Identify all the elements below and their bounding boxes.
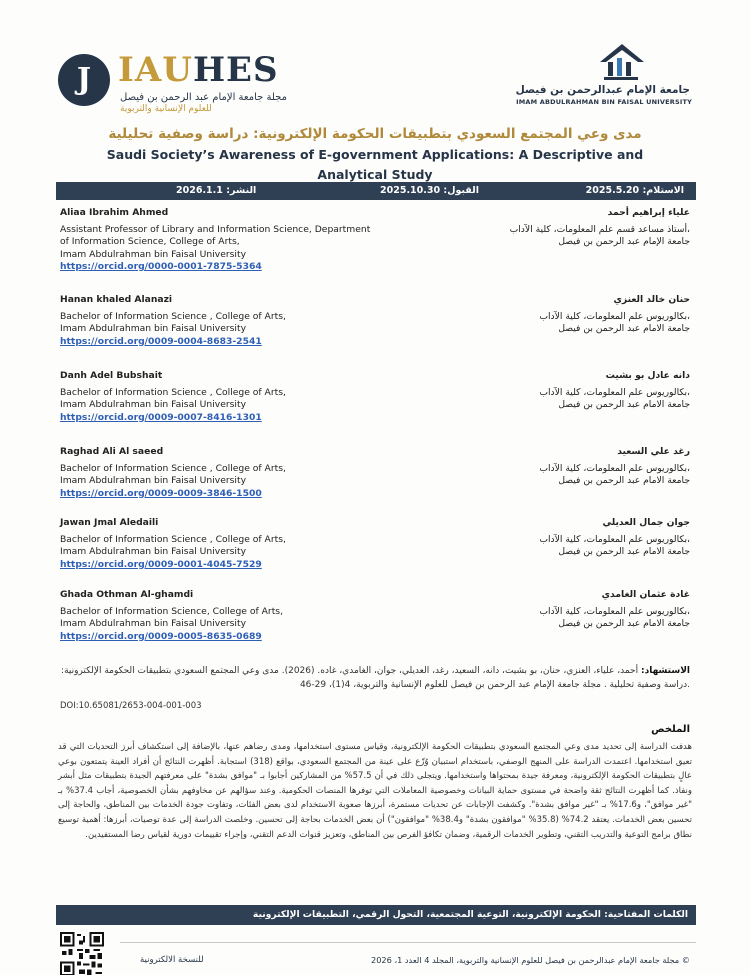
author-english-block [60, 207, 400, 273]
author-name-english: Danh Adel Bubshait [60, 370, 163, 381]
author-arabic-block [430, 370, 690, 412]
author-affiliation-english: Assistant Professor of Library and Information Science, Department [60, 224, 371, 236]
footer-journal-issue: مجلة جامعة الإمام عبدالرحمن بن فيصل للعلوم الإنسانية والتربوية، المجلد 4 العدد 1، 2026 © [371, 955, 690, 965]
author-name-arabic: رغد علي السعيد [617, 446, 690, 457]
journal-header [0, 40, 750, 120]
author-affiliation-english: Bachelor of Information Science , College of Arts, [60, 463, 286, 475]
author-affiliation-arabic: جامعة الامام عبد الرحمن بن فيصل [558, 399, 690, 411]
author-arabic-block [430, 589, 690, 631]
author-arabic-block [430, 446, 690, 488]
author-name-english: Raghad Ali Al saeed [60, 446, 164, 457]
author-english-block [60, 589, 400, 643]
author-affiliation-english: Imam Abdulrahman bin Faisal University [60, 248, 247, 260]
abstract-heading: الملخص [651, 724, 690, 735]
author-affiliation-arabic: جامعة الامام عبد الرحمن بن فيصل [558, 323, 690, 335]
author-arabic-block [430, 517, 690, 559]
citation [58, 664, 690, 692]
orcid-link[interactable]: https://orcid.org/0000-0001-7875-5364 [60, 260, 262, 272]
accepted-date: القبول: 2025.10.30 [380, 185, 479, 196]
qr-code-icon[interactable] [60, 932, 104, 975]
author-affiliation-arabic: بكالوريوس علم المعلومات، كلية الآداب، [539, 311, 690, 323]
orcid-link[interactable]: https://orcid.org/0009-0009-3846-1500 [60, 487, 262, 499]
author-arabic-block [430, 294, 690, 336]
author-name-arabic: علياء إبراهيم أحمد [607, 207, 690, 218]
author-affiliation-arabic: بكالوريوس علم المعلومات، كلية الآداب، [539, 534, 690, 546]
author-affiliation-english: Imam Abdulrahman bin Faisal University [60, 546, 247, 558]
author-affiliation-english: Imam Abdulrahman bin Faisal University [60, 475, 247, 487]
abstract-text: هدفت الدراسة إلى تحديد مدى وعي المجتمع السعودي بتطبيقات الحكومة الإلكترونية، وقياس مستوى استخدامها، ومدى رضاهم عنها، بالإضافة إلى استكشاف أبرز التحديات التي قد تعيق استخدامها. اعتمدت الدراسة على المنهج الوصفي، باستخدام استبيان وُزّع على عينة من المجتمع السعودي، بواقع (318) استجابة. أظهرت النتائج أن أفراد العينة يتمتعون بوعي عالٍ بتطبيقات الحكومة الإلكترونية، ومعرفة جيدة بمحتواها واستخدامها. ويتجلى ذلك في أن 57.5% من المشاركين أجابوا بـ "موافق بشدة" على معرفتهم الجيدة بتطبيقات مثل أبشر ونفاذ. كما أظهرت النتائج ثقة واضحة في مستوى حماية البيانات وخصوصية المعاملات التي توفرها المنصات الحكومية. وعند سؤالهم عن مخاوفهم بشأن الخصوصية، أجاب 37.4% بـ "غير موافق"، و17.6% بـ "غير موافق بشدة". وكشفت الإجابات عن تحديات مستمرة، أبرزها صعوبة الاستخدام لدى بعض الفئات، وتفاوت جودة الخدمات بين المناطق، والحاجة إلى تحسين بعض الخدمات. يعتقد 74.2% (35.8% "موافقون بشدة" و38.4% "موافقون") أن بعض الخدمات بحاجة إلى تحسين. وخلصت الدراسة إلى عدة توصيات، أبرزها: أهمية توسيع نطاق برامج التوعية والتدريب التقني، وتطوير الخدمات الرقمية، وضمان تكافؤ الفرص بين المناطق، وتعزيز قنوات الدعم التقني، وإجراء تقييمات دورية لقياس رضا المستفيدين. [58, 742, 693, 840]
author-name-english: Aliaa Ibrahim Ahmed [60, 207, 169, 218]
author-affiliation-arabic: جامعة الامام عبد الرحمن بن فيصل [558, 618, 690, 630]
author-english-block [60, 370, 400, 424]
author-name-arabic: جوان جمال العديلي [602, 517, 690, 528]
author-english-block [60, 517, 400, 571]
author-name-arabic: حنان خالد العنزي [613, 294, 690, 305]
author-english-block [60, 294, 400, 348]
author-name-arabic: غادة عثمان الغامدي [601, 589, 690, 600]
author-name-english: Ghada Othman Al-ghamdi [60, 589, 194, 600]
keywords-bar: الكلمات المفتاحية: الحكومة الإلكترونية، التوعية المجتمعية، التحول الرقمي، التطبيقات الإلكترونية [56, 905, 696, 925]
orcid-link[interactable]: https://orcid.org/0009-0004-8683-2541 [60, 335, 262, 347]
author-affiliation-arabic: بكالوريوس علم المعلومات، كلية الآداب، [539, 463, 690, 475]
orcid-link[interactable]: https://orcid.org/0009-0007-8416-1301 [60, 411, 262, 423]
author-affiliation-arabic: جامعة الإمام عبد الرحمن بن فيصل [558, 236, 690, 248]
doi[interactable]: DOI:10.65081/2653-004-001-003 [60, 701, 202, 711]
author-name-english: Jawan Jmal Aledaili [60, 517, 159, 528]
author-name-english: Hanan khaled Alanazi [60, 294, 173, 305]
author-affiliation-english: Bachelor of Information Science, College of Arts, [60, 606, 284, 618]
author-affiliation-english: Bachelor of Information Science , College of Arts, [60, 311, 286, 323]
author-affiliation-arabic: جامعة الامام عبد الرحمن بن فيصل [558, 546, 690, 558]
author-english-block [60, 446, 400, 500]
orcid-link[interactable]: https://orcid.org/0009-0005-8635-0689 [60, 630, 262, 642]
author-affiliation-english: Imam Abdulrahman bin Faisal University [60, 618, 247, 630]
journal-name-iau: IAU [118, 50, 193, 90]
author-affiliation-english: Imam Abdulrahman bin Faisal University [60, 399, 247, 411]
author-arabic-block [430, 207, 690, 249]
author-affiliation-arabic: جامعة الامام عبد الرحمن بن فيصل [558, 475, 690, 487]
author-affiliation-english: Imam Abdulrahman bin Faisal University [60, 323, 247, 335]
journal-name [118, 50, 279, 90]
author-affiliation-arabic: بكالوريوس علم المعلومات، كلية الآداب، [539, 387, 690, 399]
author-name-arabic: دانه عادل بو بشيت [605, 370, 690, 381]
university-logo-icon [598, 40, 646, 82]
citation-text: أحمد، علياء، العنزي، حنان، بو بشيت، دانه، السعيد، رغد، العديلي، جوان، الغامدي، غاده. (2026). مدى وعي المجتمع السعودي بتطبيقات الحكومة الإلكترونية: دراسة وصفية تحليلية . مجلة جامعة الإمام عبد الرحمن بن فيصل للعلوم الإنسانية والتربوية، 4(1)، 29-46. [61, 666, 690, 690]
journal-arabic-line1: مجلة جامعة الإمام عبد الرحمن بن فيصل [120, 92, 287, 103]
author-affiliation-arabic: أستاذ مساعد قسم علم المعلومات، كلية الآداب، [509, 224, 690, 236]
author-affiliation-english: of Information Science, College of Arts, [60, 236, 240, 248]
citation-label: الاستشهاد: [640, 666, 690, 676]
received-date: الاستلام: 2025.5.20 [585, 185, 684, 196]
dates-bar [56, 182, 696, 200]
footer-divider [120, 942, 696, 943]
title-arabic: مدى وعي المجتمع السعودي بتطبيقات الحكومة الإلكترونية: دراسة وصفية تحليلية [108, 126, 642, 142]
orcid-link[interactable]: https://orcid.org/0009-0001-4045-7529 [60, 558, 262, 570]
author-affiliation-arabic: بكالوريوس علم المعلومات، كلية الآداب، [539, 606, 690, 618]
electronic-version-label: للنسخة الالكترونية [140, 955, 204, 965]
journal-j-logo: J [58, 54, 110, 106]
journal-name-hes: HES [192, 50, 279, 90]
university-name-english: IMAM ABDULRAHMAN BIN FAISAL UNIVERSITY [516, 98, 692, 106]
journal-arabic-line2: للعلوم الإنسانية والتربوية [120, 104, 212, 114]
author-affiliation-english: Bachelor of Information Science , College of Arts, [60, 534, 286, 546]
author-affiliation-english: Bachelor of Information Science , College of Arts, [60, 387, 286, 399]
title-english: Saudi Society’s Awareness of E-government Applications: A Descriptive and Analytical Study [106, 147, 644, 182]
published-date: النشر: 2026.1.1 [176, 185, 257, 196]
university-name-arabic: جامعة الإمام عبدالرحمن بن فيصل [515, 84, 690, 96]
